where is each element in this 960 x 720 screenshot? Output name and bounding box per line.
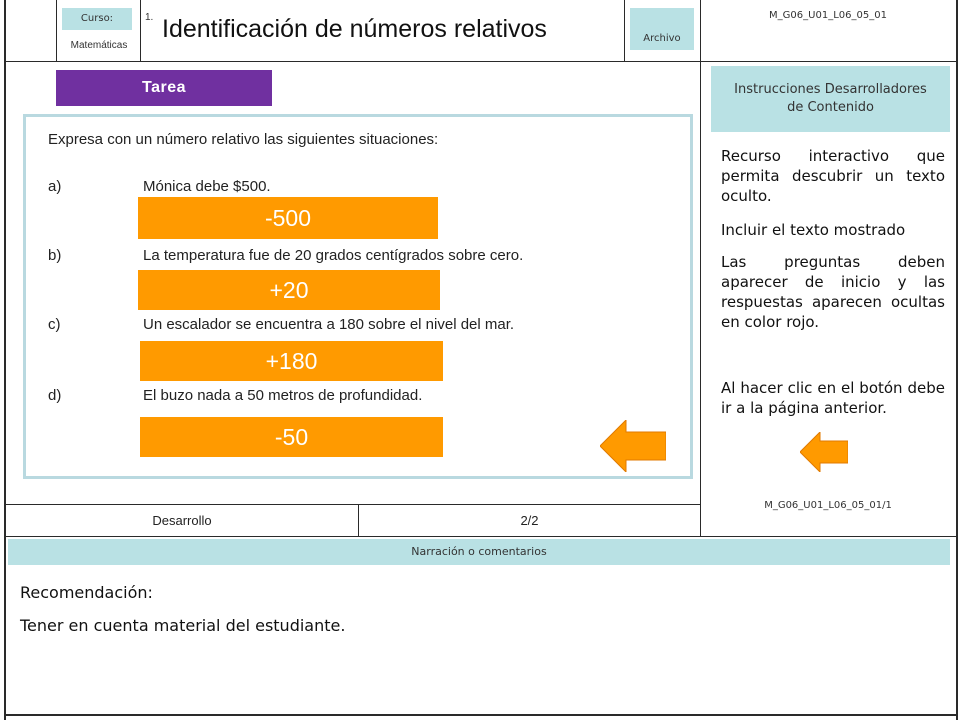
instructions-code: M_G06_U01_L06_05_01/1 (764, 500, 892, 511)
answer-box-a[interactable] (138, 197, 438, 239)
page-title: Identificación de números relativos (162, 15, 547, 43)
inline-arrow-icon (800, 432, 848, 472)
item-text-c: Un escalador se encuentra a 180 sobre el nivel del mar. (143, 316, 515, 333)
item-text-a: Mónica debe $500. (143, 178, 271, 195)
row-top (4, 504, 701, 505)
instructions-heading-text: Instrucciones Desarrolladores de Contenido (734, 82, 927, 115)
instruction-3: Las preguntas deben aparecer de inicio y las respuestas aparecen ocultas en color rojo. (721, 253, 945, 331)
page-code: M_G06_U01_L06_05_01 (769, 10, 887, 21)
frame-bottom (4, 714, 958, 716)
header-divider-1 (56, 0, 57, 62)
instructions-body (721, 146, 945, 418)
frame-right (956, 0, 958, 720)
instruction-4-after: debe ir a la página anterior. (721, 379, 945, 417)
answer-box-d[interactable] (140, 417, 443, 457)
narration-line-2: Tener en cuenta material del estudiante. (20, 616, 346, 635)
course-name: Matemáticas (70, 40, 128, 51)
header-bottom (4, 61, 958, 62)
narration-top (4, 536, 958, 537)
item-text-d: El buzo nada a 50 metros de profundidad. (143, 387, 423, 404)
answer-value-c: +180 (265, 347, 318, 374)
narration-heading (8, 539, 950, 565)
header-divider-3 (624, 0, 625, 62)
answer-box-c[interactable] (140, 341, 443, 381)
header-divider-4 (700, 0, 701, 537)
answer-value-b: +20 (269, 276, 309, 303)
instruction-2: Incluir el texto mostrado (721, 221, 906, 239)
archive-label: Archivo (630, 8, 694, 50)
task-badge-label: Tarea (141, 79, 186, 96)
course-label: Curso: (62, 8, 132, 30)
instruction-4 (721, 378, 945, 418)
item-letter-d: d) (48, 387, 62, 404)
frame-left (4, 0, 6, 720)
instruction-4-before: Al hacer clic en el botón (721, 379, 903, 397)
item-letter-b: b) (48, 247, 62, 264)
answer-box-b[interactable] (138, 270, 440, 310)
lesson-number: 1. (145, 12, 154, 23)
instructions-heading (711, 66, 950, 132)
stage-label: Desarrollo (152, 513, 212, 528)
item-text-b: La temperatura fue de 20 grados centígrados sobre cero. (143, 247, 524, 264)
instruction-1: Recurso interactivo que permita descubrir un texto oculto. (721, 147, 945, 205)
task-badge (56, 70, 272, 106)
task-prompt: Expresa con un número relativo las siguientes situaciones: (48, 131, 439, 148)
narration-line-1: Recomendación: (20, 583, 153, 602)
header-divider-2 (140, 0, 141, 62)
back-arrow-button[interactable] (600, 420, 666, 472)
item-letter-c: c) (48, 316, 61, 333)
left-arrow-icon (600, 420, 666, 472)
narration-heading-text: Narración o comentarios (411, 545, 547, 558)
answer-value-d: -50 (274, 423, 309, 450)
answer-value-a: -500 (264, 204, 312, 231)
page-counter: 2/2 (520, 513, 539, 528)
item-letter-a: a) (48, 178, 62, 195)
